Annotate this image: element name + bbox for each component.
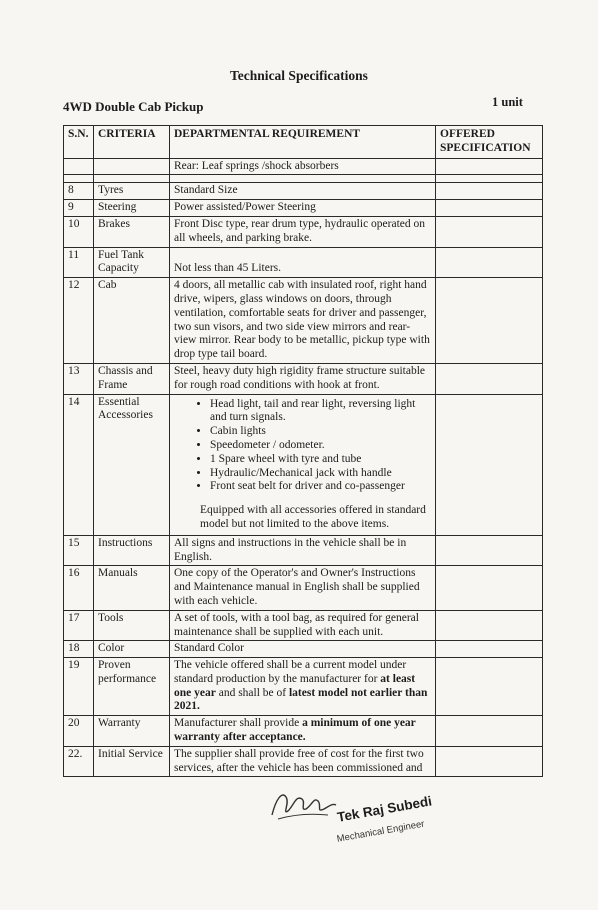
table-row <box>64 610 543 641</box>
table-row <box>64 247 543 278</box>
cell-offered <box>436 247 543 278</box>
cell-offered <box>436 746 543 777</box>
signer-name: Tek Raj Subedi <box>336 793 433 825</box>
cell-sn <box>64 175 94 183</box>
cell-offered <box>436 183 543 200</box>
cell-offered <box>436 216 543 247</box>
table-row <box>64 175 543 183</box>
cell-sn: 10 <box>64 216 94 247</box>
cell-sn: 13 <box>64 363 94 394</box>
cell-requirement: Steel, heavy duty high rigidity frame structure suitable for rough road conditions with hook at front. <box>170 363 436 394</box>
cell-criteria: Manuals <box>94 566 170 610</box>
cell-sn: 15 <box>64 535 94 566</box>
table-row <box>64 658 543 716</box>
table-row <box>64 535 543 566</box>
cell-offered <box>436 566 543 610</box>
cell-sn: 20 <box>64 716 94 747</box>
list-item: • 1 Spare wheel with tyre and tube <box>210 453 431 467</box>
cell-criteria: Initial Service <box>94 746 170 777</box>
cell-criteria: Tyres <box>94 183 170 200</box>
cell-offered <box>436 158 543 175</box>
cell-requirement: Front Disc type, rear drum type, hydraulic operated on all wheels, and parking brake. <box>170 216 436 247</box>
header-sn: S.N. <box>64 126 94 159</box>
table-row <box>64 216 543 247</box>
page-title: Technical Specifications <box>230 68 368 83</box>
cell-criteria: Essential Accessories <box>94 394 170 535</box>
table-row <box>64 566 543 610</box>
cell-offered <box>436 641 543 658</box>
cell-requirement: Not less than 45 Liters. <box>170 247 436 278</box>
cell-sn: 17 <box>64 610 94 641</box>
cell-criteria: Cab <box>94 278 170 364</box>
cell-criteria: Brakes <box>94 216 170 247</box>
cell-requirement: The supplier shall provide free of cost for the first two services, after the vehicle has been commissioned and <box>170 746 436 777</box>
cell-requirement: Power assisted/Power Steering <box>170 200 436 217</box>
cell-sn: 18 <box>64 641 94 658</box>
cell-criteria: Chassis and Frame <box>94 363 170 394</box>
cell-sn: 22. <box>64 746 94 777</box>
cell-requirement: A set of tools, with a tool bag, as required for general maintenance shall be supplied with each unit. <box>170 610 436 641</box>
requirement-emphasis: a minimum of one year warranty after acceptance. <box>174 717 416 744</box>
cell-offered <box>436 394 543 535</box>
accessories-note: Equipped with all accessories offered in standard model but not limited to the above items. <box>200 504 426 530</box>
cell-sn: 19 <box>64 658 94 716</box>
requirement-text: and shall be of <box>215 686 289 699</box>
list-item: • Cabin lights <box>210 425 431 439</box>
cell-sn: 11 <box>64 247 94 278</box>
cell-offered <box>436 175 543 183</box>
cell-offered <box>436 200 543 217</box>
specification-table <box>63 125 543 777</box>
quantity-label: 1 unit <box>492 95 523 109</box>
header-departmental-requirement: DEPARTMENTAL REQUIREMENT <box>170 126 436 159</box>
table-row <box>64 746 543 777</box>
cell-sn: 9 <box>64 200 94 217</box>
table-row <box>64 363 543 394</box>
requirement-text: The vehicle offered shall be a current model under standard production by the manufacturer for <box>174 659 407 685</box>
signer-title: Mechanical Engineer <box>336 818 426 845</box>
list-item: • Front seat belt for driver and co-passenger <box>210 480 431 494</box>
cell-criteria: Color <box>94 641 170 658</box>
vehicle-type-heading: 4WD Double Cab Pickup <box>63 99 204 114</box>
cell-requirement: Rear: Leaf springs /shock absorbers <box>170 158 436 175</box>
table-row <box>64 641 543 658</box>
table-header-row <box>64 126 543 159</box>
table-row <box>64 716 543 747</box>
cell-offered <box>436 535 543 566</box>
table-row <box>64 278 543 364</box>
requirement-text: Manufacturer shall provide <box>174 717 303 730</box>
cell-requirement <box>170 716 436 747</box>
cell-sn <box>64 158 94 175</box>
cell-offered <box>436 363 543 394</box>
cell-offered <box>436 716 543 747</box>
cell-requirement <box>170 394 436 535</box>
cell-sn: 16 <box>64 566 94 610</box>
signature-mark <box>268 785 340 825</box>
cell-offered <box>436 278 543 364</box>
cell-requirement: Standard Color <box>170 641 436 658</box>
cell-criteria: Warranty <box>94 716 170 747</box>
cell-criteria <box>94 158 170 175</box>
cell-criteria: Fuel Tank Capacity <box>94 247 170 278</box>
header-criteria: CRITERIA <box>94 126 170 159</box>
cell-requirement: Standard Size <box>170 183 436 200</box>
cell-sn: 8 <box>64 183 94 200</box>
cell-sn: 14 <box>64 394 94 535</box>
list-item: • Head light, tail and rear light, reversing light and turn signals. <box>210 398 431 426</box>
cell-sn: 12 <box>64 278 94 364</box>
header-offered-specification: OFFERED SPECIFICATION <box>436 126 543 159</box>
list-item: • Speedometer / odometer. <box>210 439 431 453</box>
cell-criteria: Tools <box>94 610 170 641</box>
cell-criteria: Instructions <box>94 535 170 566</box>
requirement-emphasis: latest model not earlier than 2021. <box>174 686 428 713</box>
cell-requirement: 4 doors, all metallic cab with insulated roof, right hand drive, wipers, glass windows on doors, through ventilation, comfortable seats for driver and passenger, two sun visors, and two side view mirrors and rear-view mirror. Rear body to be metallic, pickup type with drop type tail board. <box>170 278 436 364</box>
cell-requirement <box>170 658 436 716</box>
cell-criteria: Proven performance <box>94 658 170 716</box>
cell-offered <box>436 658 543 716</box>
cell-criteria: Steering <box>94 200 170 217</box>
list-item: • Hydraulic/Mechanical jack with handle <box>210 467 431 481</box>
cell-requirement: One copy of the Operator's and Owner's Instructions and Maintenance manual in English shall be supplied with each vehicle. <box>170 566 436 610</box>
accessories-list <box>174 398 431 495</box>
table-row <box>64 158 543 175</box>
cell-requirement: All signs and instructions in the vehicle shall be in English. <box>170 535 436 566</box>
table-row <box>64 183 543 200</box>
cell-criteria <box>94 175 170 183</box>
table-row <box>64 200 543 217</box>
table-row <box>64 394 543 535</box>
requirement-emphasis: at least one year <box>174 672 416 699</box>
cell-offered <box>436 610 543 641</box>
cell-requirement <box>170 175 436 183</box>
